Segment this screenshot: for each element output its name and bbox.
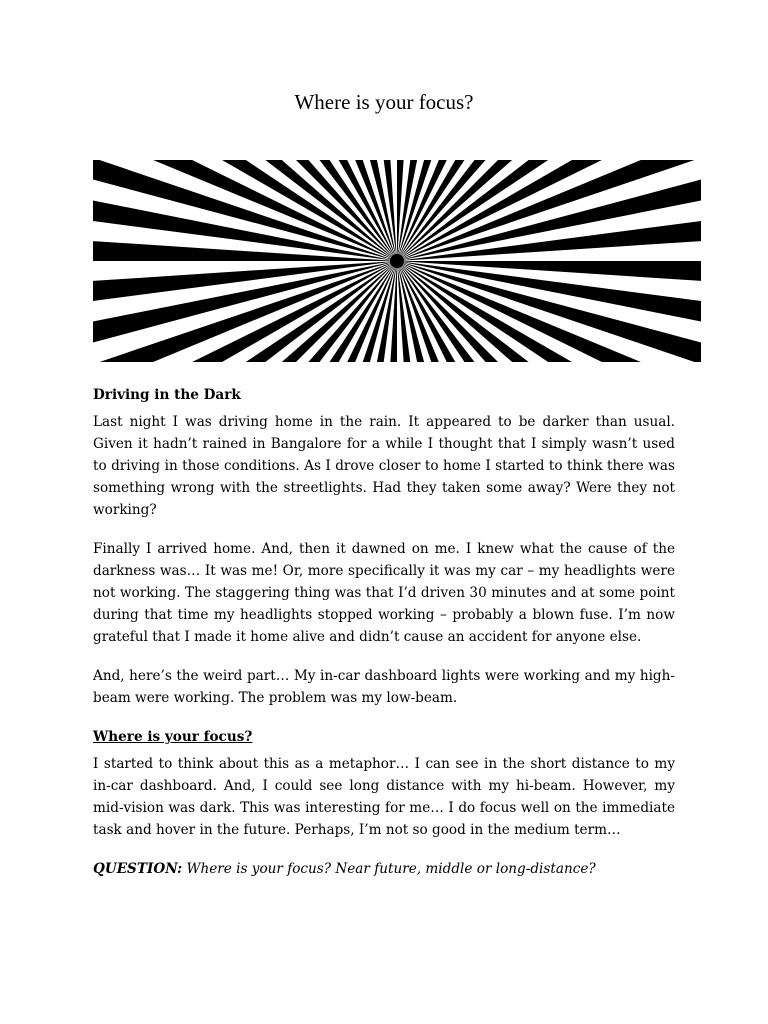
section-heading-driving: Driving in the Dark <box>93 387 241 403</box>
sunburst-center <box>390 254 404 268</box>
article-body <box>93 384 675 897</box>
section-heading-focus: Where is your focus? <box>93 729 253 745</box>
page-title: Where is your focus? <box>294 90 474 114</box>
question-text: Where is your focus? Near future, middle or long-distance? <box>182 861 596 877</box>
paragraph: Last night I was driving home in the rain. It appeared to be darker than usual. Given it hadn’t rained in Bangalore for a while I thought that I simply wasn’t used to driving in those conditions. As I drove closer to home I started to think there was something wrong with the streetlights. Had they taken some away? Were they not working? <box>93 414 675 518</box>
paragraph: I started to think about this as a metaphor… I can see in the short distance to my in-car dashboard. And, I could see long distance with my hi-beam. However, my mid-vision was dark. This was interesting for me… I do focus well on the immediate task and hover in the future. Perhaps, I’m not so good in the medium term… <box>93 756 675 838</box>
question-label: QUESTION: <box>93 861 183 877</box>
paragraph: And, here’s the weird part… My in-car dashboard lights were working and my high-beam were working. The problem was my low-beam. <box>93 668 675 706</box>
question <box>93 858 675 880</box>
paragraph: Finally I arrived home. And, then it dawned on me. I knew what the cause of the darkness was… It was me! Or, more specifically it was my car – my headlights were not working. The staggering thing was that I’d driven 30 minutes and at some point during that time my headlights stopped working – probably a blown fuse. I’m now grateful that I made it home alive and didn’t cause an accident for anyone else. <box>93 541 675 645</box>
sunburst-image <box>93 160 701 362</box>
